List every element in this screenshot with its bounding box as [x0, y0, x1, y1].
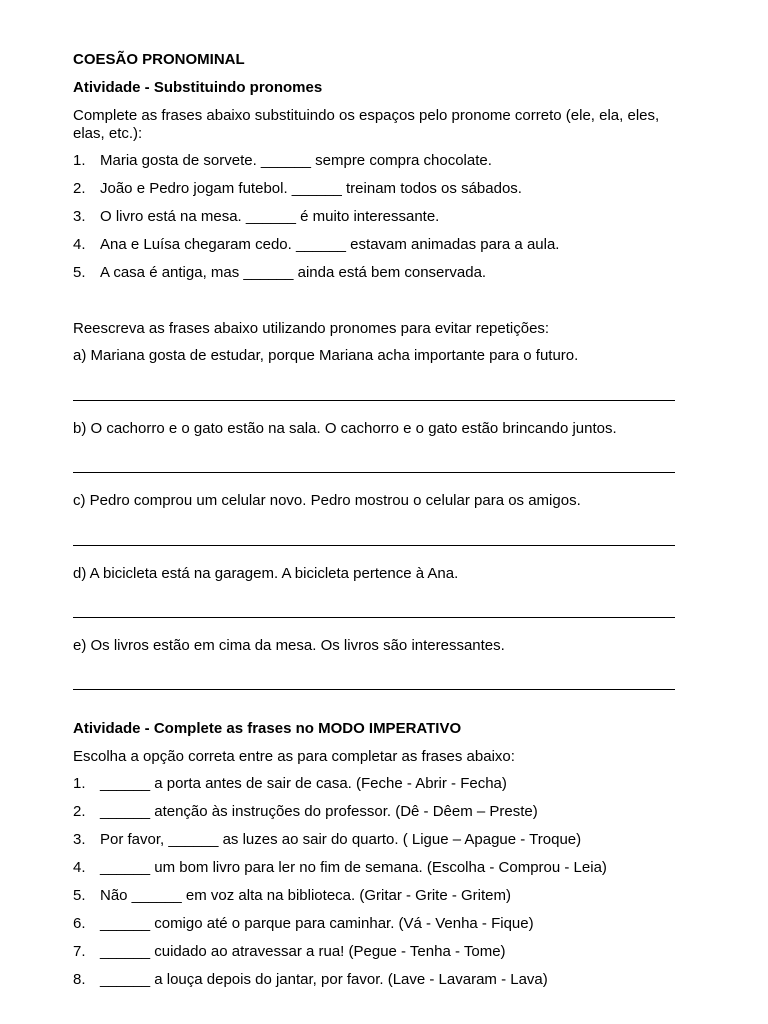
list-item: Por favor, ______ as luzes ao sair do quarto. ( Ligue – Apague - Troque) [100, 831, 582, 848]
activity1-instruction-line1: Complete as frases abaixo substituindo os espaços pelo pronome correto (ele, ela, eles, [73, 107, 660, 124]
list-item: Maria gosta de sorvete. ______ sempre compra chocolate. [100, 152, 492, 169]
list-item: Não ______ em voz alta na biblioteca. (Gritar - Grite - Gritem) [100, 887, 511, 904]
list-item-number: 1. [73, 775, 86, 792]
list-item: ______ atenção às instruções do professor. (Dê - Dêem – Preste) [100, 803, 538, 820]
activity1-heading: Atividade - Substituindo pronomes [73, 79, 323, 96]
list-item: O livro está na mesa. ______ é muito interessante. [100, 208, 440, 225]
answer-line-a[interactable] [73, 400, 675, 401]
list-item-number: 1. [73, 152, 86, 169]
rewrite-prompt-e: e) Os livros estão em cima da mesa. Os livros são interessantes. [73, 637, 505, 654]
activity3-instruction: Escolha a opção correta entre as para completar as frases abaixo: [73, 748, 515, 765]
list-item-number: 5. [73, 887, 86, 904]
list-item-number: 4. [73, 859, 86, 876]
list-item-number: 5. [73, 264, 86, 281]
list-item-number: 8. [73, 971, 86, 988]
answer-line-e[interactable] [73, 689, 675, 690]
answer-line-d[interactable] [73, 617, 675, 618]
list-item-number: 3. [73, 831, 86, 848]
list-item-number: 3. [73, 208, 86, 225]
list-item: ______ a louça depois do jantar, por favor. (Lave - Lavaram - Lava) [100, 971, 548, 988]
list-item: ______ comigo até o parque para caminhar. (Vá - Venha - Fique) [100, 915, 534, 932]
list-item: A casa é antiga, mas ______ ainda está bem conservada. [100, 264, 487, 281]
list-item-number: 7. [73, 943, 86, 960]
list-item-number: 2. [73, 803, 86, 820]
rewrite-prompt-a: a) Mariana gosta de estudar, porque Mariana acha importante para o futuro. [73, 347, 579, 364]
list-item: ______ a porta antes de sair de casa. (Feche - Abrir - Fecha) [100, 775, 507, 792]
answer-line-b[interactable] [73, 472, 675, 473]
rewrite-prompt-c: c) Pedro comprou um celular novo. Pedro mostrou o celular para os amigos. [73, 492, 581, 509]
list-item-number: 6. [73, 915, 86, 932]
page-title: COESÃO PRONOMINAL [73, 51, 245, 68]
list-item: ______ cuidado ao atravessar a rua! (Pegue - Tenha - Tome) [100, 943, 506, 960]
activity3-heading: Atividade - Complete as frases no MODO IMPERATIVO [73, 720, 462, 737]
list-item: João e Pedro jogam futebol. ______ treinam todos os sábados. [100, 180, 522, 197]
activity1-instruction-line2: elas, etc.): [73, 125, 143, 142]
list-item: ______ um bom livro para ler no fim de semana. (Escolha - Comprou - Leia) [100, 859, 607, 876]
rewrite-prompt-d: d) A bicicleta está na garagem. A bicicleta pertence à Ana. [73, 565, 459, 582]
rewrite-prompt-b: b) O cachorro e o gato estão na sala. O cachorro e o gato estão brincando juntos. [73, 420, 617, 437]
list-item-number: 2. [73, 180, 86, 197]
activity2-instruction: Reescreva as frases abaixo utilizando pronomes para evitar repetições: [73, 320, 550, 337]
answer-line-c[interactable] [73, 545, 675, 546]
list-item-number: 4. [73, 236, 86, 253]
list-item: Ana e Luísa chegaram cedo. ______ estavam animadas para a aula. [100, 236, 560, 253]
